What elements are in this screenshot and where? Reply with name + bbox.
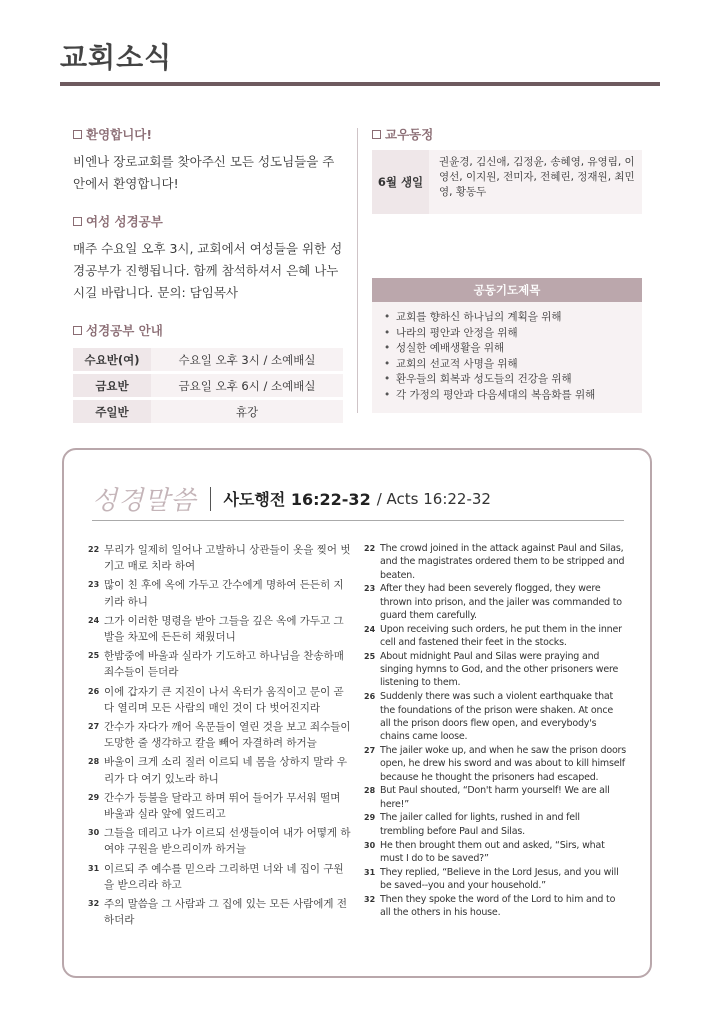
verse — [364, 839, 626, 866]
verse-text: 그가 이러한 명령을 받아 그들을 깊은 옥에 가두고 그 발을 차꼬에 든든히 채웠더니 — [104, 614, 344, 644]
verse — [88, 542, 352, 574]
members-heading-text: 교우동정 — [385, 127, 434, 142]
verse-number: 31 — [364, 867, 376, 877]
verse-text: 이에 갑자기 큰 지진이 나서 옥터가 움직이고 문이 곧 다 열리며 모든 사람의 매인 것이 다 벗어진지라 — [104, 685, 344, 714]
verse-number: 29 — [364, 813, 376, 823]
bible-passage-box — [62, 448, 652, 978]
verse — [364, 690, 626, 743]
verses-english — [364, 542, 626, 920]
prayer-list — [372, 302, 642, 413]
verse — [88, 861, 352, 893]
women-study-heading — [73, 212, 348, 230]
verse-text: They replied, “Believe in the Lord Jesus, and you will be saved--you and your household.” — [380, 866, 619, 891]
verse-text: Suddenly there was such a violent earthquake that the foundations of the prison were shaken. At once all the prison doors flew open, and everybody's chains came loose. — [380, 691, 614, 743]
women-study-text: 매주 수요일 오후 3시, 교회에서 여성들을 위한 성경공부가 진행됩니다. 함께 참석하셔서 은혜 나누시길 바랍니다. 문의: 담임목사 — [73, 241, 343, 300]
verse — [364, 623, 626, 650]
birthday-names: 권윤경, 김신애, 김정윤, 송혜영, 유영림, 이영선, 이지원, 전미자, 전혜린, 정재원, 최민영, 황동두 — [429, 150, 642, 214]
bible-script-title: 성경말씀 — [92, 486, 197, 516]
verse-text: 간수가 등불을 달라고 하며 뛰어 들어가 무서워 떨며 바울과 실라 앞에 엎드리고 — [104, 791, 341, 821]
verse-number: 26 — [364, 692, 376, 702]
list-item: • 성실한 예배생활을 위해 — [384, 341, 632, 357]
verse-number: 32 — [364, 894, 376, 904]
list-item: • 각 가정의 평안과 다음세대의 복음화를 위해 — [384, 388, 632, 404]
verse — [364, 784, 626, 811]
verse — [88, 648, 352, 680]
verse — [88, 825, 352, 857]
verse-text: Then they spoke the word of the Lord to him and to all the others in his house. — [380, 893, 616, 919]
verse-number: 25 — [88, 651, 100, 661]
study-guide-table — [73, 345, 343, 426]
verse-text: After they had been severely flogged, they were thrown into prison, and the jailer was commanded to guard them carefully. — [380, 583, 622, 621]
verse-number: 28 — [88, 757, 100, 767]
list-item: • 나라의 평안과 안정을 위해 — [384, 326, 632, 342]
title-rule — [60, 82, 660, 86]
verse-text: 무리가 일제히 일어나 고발하니 상관들이 옷을 찢어 벗기고 매로 치라 하여 — [104, 544, 351, 573]
verse-number: 26 — [88, 686, 100, 696]
bible-ref-en: / Acts 16:22-32 — [376, 489, 491, 508]
verse-text: 그들을 데리고 나가 이르되 선생들이여 내가 어떻게 하여야 구원을 받으리이까 하거늘 — [104, 827, 351, 856]
right-column — [372, 125, 642, 413]
verse-number: 25 — [364, 651, 376, 661]
left-column — [73, 125, 348, 426]
table-row — [73, 400, 343, 423]
women-study-heading-text: 여성 성경공부 — [86, 214, 163, 229]
verse-number: 22 — [364, 544, 376, 553]
checkbox-square-icon — [372, 130, 381, 139]
study-time: 수요일 오후 3시 / 소예배실 — [151, 348, 343, 371]
verse-number: 23 — [364, 584, 376, 594]
verse-number: 27 — [364, 745, 376, 755]
verse-text: Upon receiving such orders, he put them in the inner cell and fastened their feet in the stocks. — [380, 623, 622, 649]
verse — [88, 613, 352, 645]
verse — [364, 811, 626, 838]
verses-korean — [88, 542, 352, 931]
verse-text: 이르되 주 예수를 믿으라 그리하면 너와 네 집이 구원을 받으리라 하고 — [104, 862, 344, 891]
study-day: 금요반 — [73, 374, 151, 397]
table-row — [73, 348, 343, 371]
list-item: • 교회의 선교적 사명을 위해 — [384, 357, 632, 373]
verse-text: 주의 말씀을 그 사람과 그 집에 있는 모든 사람에게 전하더라 — [104, 898, 348, 927]
verse-number: 31 — [88, 863, 100, 873]
birthday-row — [372, 150, 642, 214]
verse — [88, 896, 352, 928]
verse-number: 28 — [364, 786, 376, 796]
verse — [88, 577, 352, 609]
verse-number: 22 — [88, 545, 100, 554]
verse — [88, 754, 352, 786]
verse-text: 많이 친 후에 옥에 가두고 간수에게 명하여 든든히 지키라 하니 — [104, 579, 344, 608]
verse-text: The crowd joined in the attack against Paul and Silas, and the magistrates ordered them to be stripped and beaten. — [380, 543, 625, 581]
study-time: 휴강 — [151, 400, 343, 423]
verse — [364, 744, 626, 784]
verse-text: The jailer called for lights, rushed in and fell trembling before Paul and Silas. — [380, 812, 580, 837]
verse-number: 27 — [88, 722, 100, 732]
verse-number: 24 — [364, 624, 376, 634]
table-row — [73, 374, 343, 397]
column-divider — [357, 128, 358, 413]
study-guide-heading-text: 성경공부 안내 — [86, 323, 163, 338]
birthday-label: 6월 생일 — [372, 150, 429, 214]
bible-ref-ko: 사도행전 16:22-32 — [223, 490, 371, 509]
verse-text: The jailer woke up, and when he saw the prison doors open, he drew his sword and was about to kill himself because he thought the prisoners had escaped. — [380, 744, 627, 783]
welcome-heading-text: 환영합니다! — [86, 127, 153, 142]
list-item: • 교회를 향하신 하나님의 계획을 위해 — [384, 310, 632, 326]
verse — [364, 542, 626, 582]
verse-text: 한밤중에 바울과 실라가 기도하고 하나님을 찬송하매 죄수들이 듣더라 — [104, 650, 344, 679]
verse-text: 간수가 자다가 깨어 옥문들이 열린 것을 보고 죄수들이 도망한 줄 생각하고 칼을 빼어 자결하려 하거늘 — [104, 721, 351, 750]
checkbox-square-icon — [73, 217, 82, 226]
verse-number: 30 — [364, 840, 376, 850]
bible-rule — [92, 520, 624, 521]
verse — [364, 582, 626, 622]
verse-text: 바울이 크게 소리 질러 이르되 네 몸을 상하지 말라 우리가 다 여기 있노라 하니 — [104, 756, 348, 785]
page-title: 교회소식 — [60, 41, 173, 74]
verse-number: 23 — [88, 580, 100, 590]
verse-number: 30 — [88, 828, 100, 838]
verse-text: He then brought them out and asked, “Sirs, what must I do to be saved?” — [380, 839, 605, 864]
verse — [88, 790, 352, 822]
verse — [364, 650, 626, 690]
study-day: 주일반 — [73, 400, 151, 423]
verse — [364, 893, 626, 920]
welcome-heading — [73, 125, 348, 143]
verse-text: But Paul shouted, “Don't harm yourself! We are all here!” — [380, 785, 610, 810]
verse — [364, 866, 626, 893]
verse-text: About midnight Paul and Silas were praying and singing hymns to God, and the other prisoners were listening to them. — [380, 650, 619, 689]
checkbox-square-icon — [73, 326, 82, 335]
verse-number: 32 — [88, 899, 100, 909]
study-guide-heading — [73, 321, 348, 339]
verse-number: 29 — [88, 792, 100, 802]
verse-number: 24 — [88, 615, 100, 625]
prayer-heading: 공동기도제목 — [372, 278, 642, 302]
study-day: 수요반(여) — [73, 348, 151, 371]
study-time: 금요일 오후 6시 / 소예배실 — [151, 374, 343, 397]
welcome-text: 비엔나 장로교회를 찾아주신 모든 성도님들을 주 안에서 환영합니다! — [73, 154, 335, 191]
members-heading — [372, 125, 642, 143]
verse — [88, 719, 352, 751]
list-item: • 환우들의 회복과 성도들의 건강을 위해 — [384, 372, 632, 388]
bible-header-divider — [210, 487, 211, 511]
checkbox-square-icon — [73, 130, 82, 139]
bible-header — [92, 480, 491, 517]
verse — [88, 684, 352, 716]
